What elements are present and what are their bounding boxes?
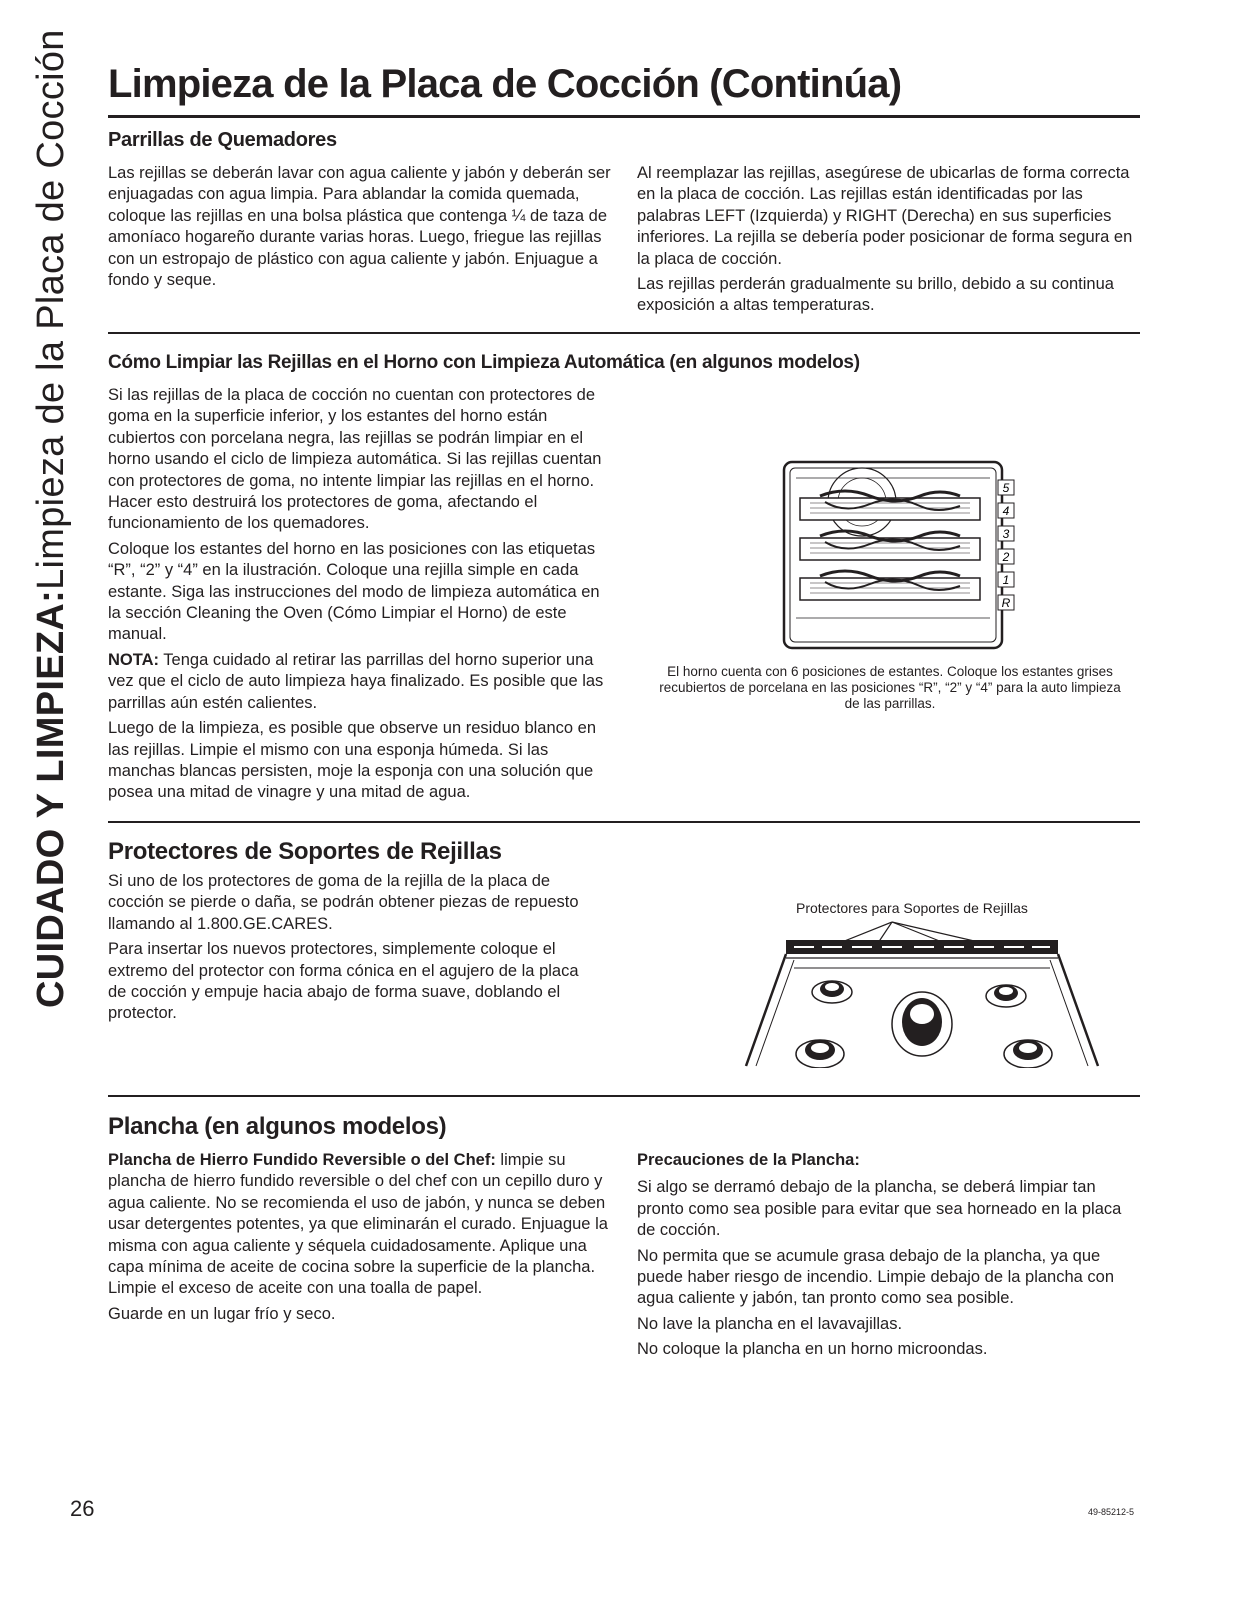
section-heading-protectores: Protectores de Soportes de Rejillas	[108, 838, 502, 865]
rack-position-1: 1	[1002, 573, 1010, 587]
paragraph: Las rejillas perderán gradualmente su brillo, debido a su continua exposición a altas temperaturas.	[637, 275, 1114, 315]
oven-racks-illustration	[780, 458, 1020, 654]
protectors-figure-label: Protectores para Soportes de Rejillas	[796, 900, 1028, 916]
page-number: 26	[70, 1496, 95, 1521]
page-title: Limpieza de la Placa de Cocción (Continúa)	[108, 62, 902, 106]
paragraph: Si las rejillas de la placa de cocción no cuentan con protectores de goma en la superficie inferior, y los estantes del horno están cubiertos con porcelana negra, las rejillas se podrán limpiar en el horno usando el ciclo de limpieza automática. Si las rejillas cuentan con protectores de goma, no intente limpiar las rejillas en el horno. Hacer esto destruirá los protectores de goma, afectando el funcionamiento de los quemadores.	[108, 386, 602, 533]
document-code: 49-85212-5	[1088, 1507, 1135, 1517]
note-label: NOTA:	[108, 650, 160, 669]
side-tab	[28, 0, 88, 1010]
paragraph: Para insertar los nuevos protectores, simplemente coloque el extremo del protector con forma cónica en el agujero de la placa de cocción y empuje hacia abajo de forma suave, doblando el protector.	[108, 940, 579, 1023]
paragraph: Coloque los estantes del horno en las posiciones con las etiquetas “R”, “2” y “4” en la ilustración. Coloque una rejilla simple en cada estante. Siga las instrucciones del modo de limpieza automática en la sección Cleaning the Oven (Cómo Limpiar el Horno) de este manual.	[108, 539, 600, 644]
paragraph	[108, 1150, 608, 1300]
rack-position-3: 3	[1002, 527, 1010, 541]
burner-icon	[986, 985, 1026, 1007]
rack-position-r: R	[1001, 596, 1011, 610]
section-heading-parrillas: Parrillas de Quemadores	[108, 129, 337, 151]
burner-icon	[796, 1040, 844, 1068]
oven-rack-upper	[800, 491, 980, 520]
section-rule	[108, 821, 1140, 823]
section4-right-column	[637, 1150, 1140, 1365]
rack-position-5: 5	[1002, 481, 1010, 495]
precautions-heading: Precauciones de la Plancha:	[637, 1151, 860, 1169]
rack-position-labels	[998, 480, 1014, 610]
section1-left-column	[108, 163, 613, 295]
note-text: Tenga cuidado al retirar las parrillas del horno superior una vez que el ciclo de auto limpieza haya finalizado. Es posible que las parrillas aún estén calientes.	[108, 650, 604, 712]
section4-left-column	[108, 1150, 608, 1329]
paragraph: Las rejillas se deberán lavar con agua caliente y jabón y deberán ser enjuagadas con agua limpia. Para ablandar la comida quemada, coloque las rejillas en una bolsa plástica que contenga ¼ de taza de amoníaco hogareño durante varias horas. Luego, friegue las rejillas con un estropajo de plástico con agua caliente y jabón. Enjuague a fondo y seque.	[108, 164, 611, 290]
paragraph: Luego de la limpieza, es posible que observe un residuo blanco en las rejillas. Limpie el mismo con una esponja húmeda. Si las manchas blancas persisten, moje la esponja con una solución que posea una mitad de vinagre y una mitad de agua.	[108, 719, 596, 802]
paragraph: Si uno de los protectores de goma de la rejilla de la placa de cocción se pierde o daña, se podrán obtener piezas de repuesto llamando al 1.800.GE.CARES.	[108, 872, 579, 933]
cooktop-grate-protectors-illustration	[742, 918, 1102, 1068]
plancha-lead: Plancha de Hierro Fundido Reversible o del Chef:	[108, 1151, 496, 1169]
oven-figure-caption: El horno cuenta con 6 posiciones de estantes. Coloque los estantes grises recubiertos de porcelana en las posiciones “R”, “2” y “4” para la auto limpieza de las parrillas.	[659, 664, 1121, 711]
paragraph: No coloque la plancha en un horno microondas.	[637, 1340, 988, 1359]
burner-icon	[1004, 1040, 1052, 1068]
paragraph: No lave la plancha en el lavavajillas.	[637, 1314, 903, 1333]
section2-left-column	[108, 385, 608, 808]
paragraph: Guarde en un lugar frío y seco.	[108, 1304, 336, 1323]
section1-right-column	[637, 163, 1140, 321]
paragraph: No permita que se acumule grasa debajo de la plancha, ya que puede haber riesgo de incendio. Limpie debajo de la plancha con agua caliente y jabón, tan pronto como sea posible.	[637, 1246, 1115, 1308]
section-rule	[108, 332, 1140, 334]
paragraph: Si algo se derramó debajo de la plancha, se deberá limpiar tan pronto como sea posible para evitar que sea horneado en la placa de cocción.	[637, 1178, 1122, 1240]
side-tab-light: Limpieza de la Placa de Cocción	[30, 29, 72, 590]
plancha-lead-rest: limpie su plancha de hierro fundido reversible o del chef con un cepillo duro y agua caliente. No se recomienda el uso de jabón, y nunca se deben usar detergentes potentes, ya que eliminarán el curado. Enjuague la misma con agua caliente y séquela cuidadosamente. Aplique una capa mínima de aceite de cocina sobre la superficie de la plancha. Limpie el exceso de aceite con una toalla de papel.	[108, 1151, 608, 1298]
oven-rack-lower	[800, 571, 980, 600]
oven-rack-middle	[800, 531, 980, 560]
note-paragraph	[108, 650, 608, 714]
section3-text-column	[108, 871, 583, 1029]
section-rule	[108, 1095, 1140, 1097]
paragraph: Al reemplazar las rejillas, asegúrese de ubicarlas de forma correcta en la placa de cocción. Las rejillas están identificadas por las palabras LEFT (Izquierda) y RIGHT (Derecha) en sus superficies inferiores. La rejilla se debería poder posicionar de forma segura en la placa de cocción.	[637, 164, 1133, 268]
title-rule	[108, 115, 1140, 118]
side-tab-bold: CUIDADO Y LIMPIEZA:	[30, 589, 72, 1008]
oval-burner-icon	[892, 992, 952, 1056]
section-heading-auto-clean: Cómo Limpiar las Rejillas en el Horno con Limpieza Automática (en algunos modelos)	[108, 352, 860, 373]
rack-position-4: 4	[1002, 504, 1010, 518]
side-tab-text	[28, 29, 74, 1008]
burner-icon	[812, 981, 852, 1003]
section-heading-plancha: Plancha (en algunos modelos)	[108, 1113, 447, 1140]
rack-position-2: 2	[1002, 550, 1010, 564]
